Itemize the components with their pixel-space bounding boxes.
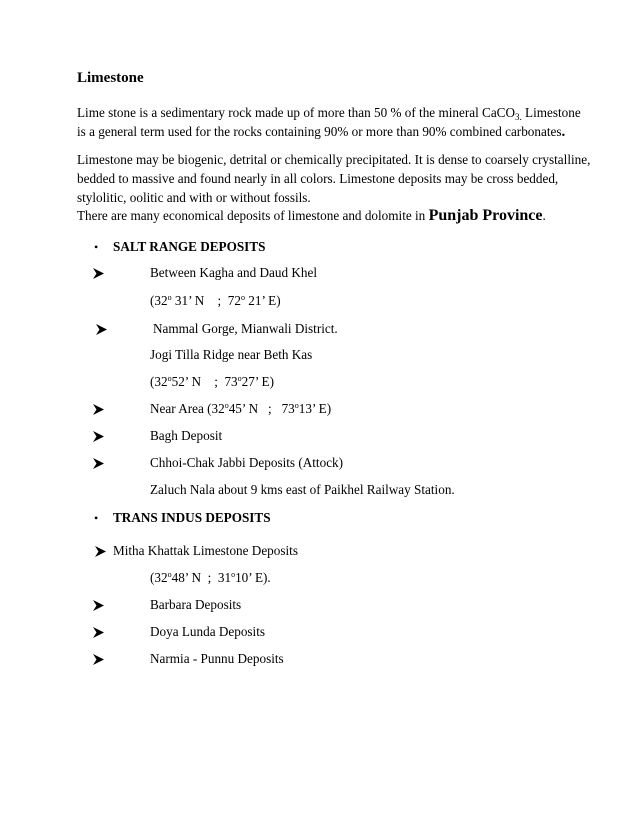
description-line-2: bedded to massive and found nearly in all colors. Limestone deposits may be cross bedded, [77,171,559,186]
arrow-bullet-icon [93,266,104,284]
degree-mark: o [167,293,172,302]
coord-part: 48’ N ; 31 [171,570,232,585]
economic-paragraph [77,206,577,225]
trans-indus-heading: TRANS INDUS DEPOSITS [113,510,271,525]
list-item-narmia: Narmia - Punnu Deposits [150,651,284,666]
arrow-bullet-icon [93,625,104,643]
description-line-1: Limestone may be biogenic, detrital or chemically precipitated. It is dense to coarsely crystalline, [77,152,591,167]
coord-part: 31’ N ; 72 [171,293,241,308]
list-item-kagha: Between Kagha and Daud Khel [150,265,317,280]
coord-part: (32 [150,570,168,585]
list-item-bagh: Bagh Deposit [150,428,223,443]
economic-text: There are many economical deposits of limestone and dolomite in [77,208,429,223]
arrow-bullet-icon [93,598,104,616]
intro-line-2 [77,122,577,142]
bullet-icon: • [94,240,99,254]
list-item-mitha: Mitha Khattak Limestone Deposits [113,543,298,558]
arrow-bullet-icon [95,544,106,562]
degree-mark: o [240,293,245,302]
intro-line-1 [77,103,581,122]
intro-text-b: Limestone [521,105,581,120]
coord-part: Near Area (32 [150,401,225,416]
intro-paragraph [77,103,581,142]
degree-mark: o [237,374,242,383]
degree-mark: o [231,570,236,579]
list-item-chhoi: Chhoi-Chak Jabbi Deposits (Attock) [150,455,344,470]
coord-part: (32 [150,374,168,389]
province-name: Punjab Province [428,207,543,224]
coord-kagha [150,292,281,310]
page-title: Limestone [77,70,144,86]
coord-part: 27’ E) [241,374,274,389]
coord-jogi [150,373,274,391]
intro-text-a: Lime stone is a sedimentary rock made up of more than 50 % of the mineral CaCO [77,105,515,120]
list-item-zaluch: Zaluch Nala about 9 kms east of Paikhel Railway Station. [150,482,455,497]
intro-period: . [561,124,566,140]
coord-part: 52’ N ; 73 [171,374,238,389]
description-line-3: stylolitic, oolitic and with or without fossils. [77,190,311,205]
chemical-subscript: 3. [515,112,522,122]
salt-range-heading: SALT RANGE DEPOSITS [113,239,266,254]
list-item-doya: Doya Lunda Deposits [150,624,266,639]
degree-mark: o [294,401,299,410]
coord-mitha [150,569,271,587]
intro-text-c: is a general term used for the rocks containing 90% or more than 90% combined carbonates [77,124,562,139]
arrow-bullet-icon [96,322,107,340]
list-item-near-area [150,400,331,418]
coord-part: 13’ E) [298,401,332,416]
coord-part: 21’ E) [244,293,281,308]
degree-mark: o [224,401,229,410]
economic-line [77,206,577,225]
arrow-bullet-icon [93,456,104,474]
economic-end: . [542,208,546,223]
coord-part: (32 [150,293,168,308]
bullet-icon: • [94,511,99,525]
arrow-bullet-icon [93,429,104,447]
list-item-nammal: Nammal Gorge, Mianwali District. [153,321,338,336]
arrow-bullet-icon [93,402,104,420]
coord-part: 45’ N ; 73 [228,401,295,416]
list-item-barbara: Barbara Deposits [150,597,242,612]
degree-mark: o [167,374,172,383]
degree-mark: o [167,570,172,579]
description-paragraph [77,150,591,207]
list-item-jogi: Jogi Tilla Ridge near Beth Kas [150,347,313,362]
coord-part: 10’ E). [235,570,271,585]
arrow-bullet-icon [93,652,104,670]
